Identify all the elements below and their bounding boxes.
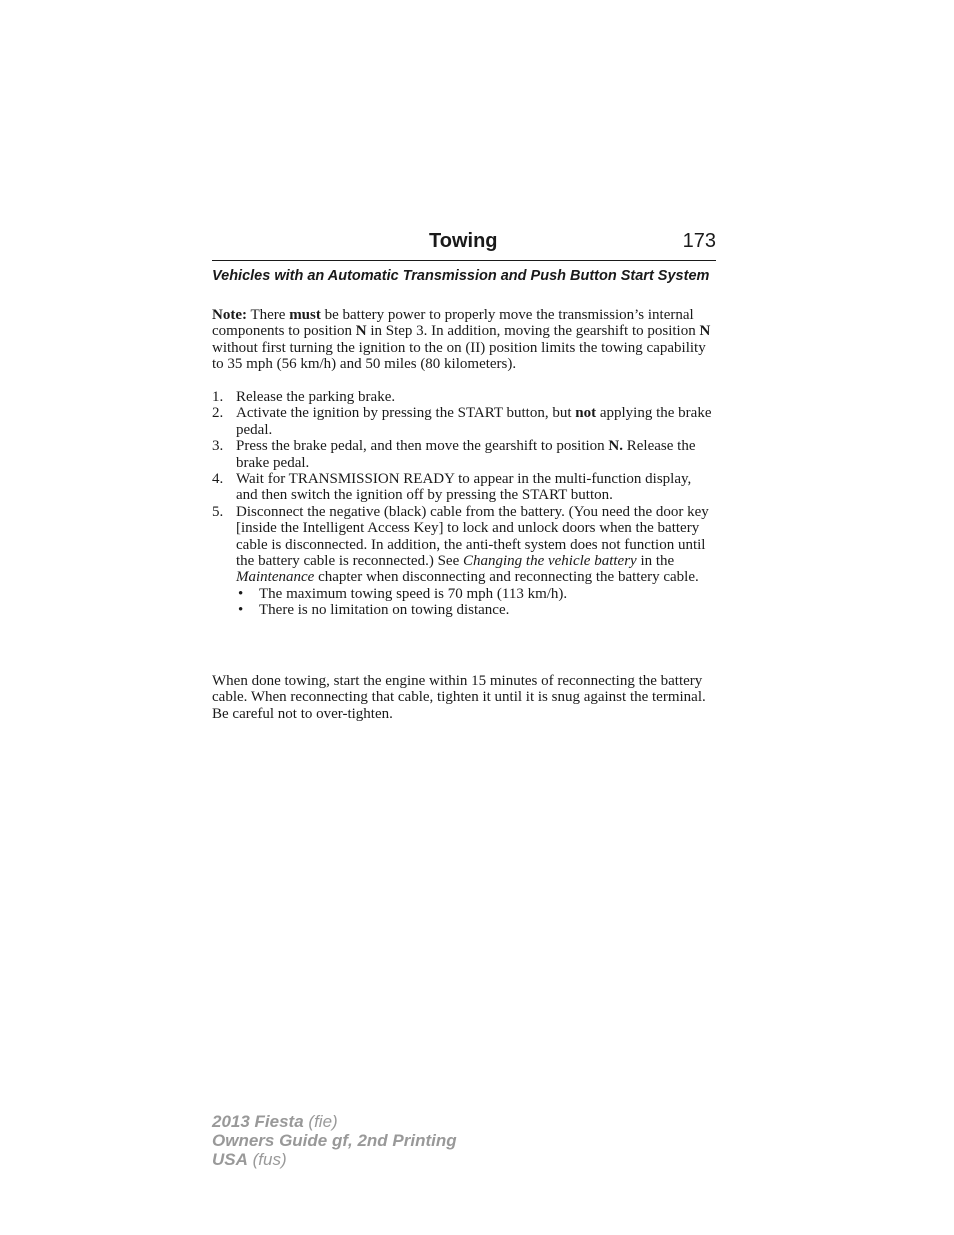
step-text: Wait for TRANSMISSION READY to appear in the multi-function display, and then switch the ignition off by pressing the START button. (236, 471, 692, 504)
note-emphasis: must (289, 307, 321, 323)
note-text: in Step 3. In addition, moving the gearshift to position (366, 323, 700, 340)
gear-position: N (355, 323, 367, 340)
bullet-list (236, 586, 716, 619)
steps-list (212, 389, 716, 619)
note-paragraph (212, 307, 716, 373)
note-label: Note: (212, 307, 247, 323)
step-item (212, 405, 716, 438)
page-header (212, 228, 716, 261)
chapter-title: Towing (429, 230, 498, 252)
step-text: Release the brake pedal. (236, 438, 696, 471)
step-emphasis: not (575, 405, 597, 422)
section-heading: Vehicles with an Automatic Transmission and Push Button Start System (212, 268, 710, 284)
bullet-icon: • (238, 585, 244, 602)
cross-reference: Changing the vehicle battery (462, 553, 637, 570)
step-number: 4. (212, 471, 224, 488)
note-text: be battery power to properly move the transmission’s internal components to position (212, 307, 694, 340)
bullet-text: The maximum towing speed is 70 mph (113 km/h). (259, 585, 568, 602)
bullet-item (236, 602, 716, 618)
step-item (212, 438, 716, 471)
bullet-item (236, 586, 716, 602)
step-number: 2. (212, 405, 224, 422)
step-number: 5. (212, 503, 224, 520)
step-number: 3. (212, 438, 224, 455)
bullet-icon: • (238, 602, 244, 619)
step-item (212, 389, 716, 405)
page-number: 173 (682, 230, 716, 252)
step-text: applying the brake pedal. (236, 405, 712, 438)
cross-reference: Maintenance (236, 569, 315, 586)
closing-paragraph: When done towing, start the engine within 15 minutes of reconnecting the battery cable. When reconnecting that cable, tighten it until it is snug against the terminal. Be careful not to over-tighten. (212, 673, 706, 722)
footer-line-market: USA (fus) (212, 1150, 287, 1169)
step-text: Release the parking brake. (236, 389, 396, 405)
step-text: in the (636, 553, 675, 570)
step-text: Disconnect the negative (black) cable from the battery. (You need the door key [inside the Intelligent Access Key] to lock and unlock doors when the battery cable is disconnected. In addition, the anti-theft system does not function until the battery cable is reconnected.) See (236, 503, 709, 570)
gear-position: N. (608, 438, 624, 455)
note-text: without first turning the ignition to the on (II) position limits the towing capability to 35 mph (56 km/h) and 50 miles (80 kilometers). (212, 339, 706, 373)
footer-line-guide: Owners Guide gf, 2nd Printing (212, 1131, 457, 1150)
step-text: Press the brake pedal, and then move the gearshift to position (236, 438, 609, 455)
step-item (212, 504, 716, 619)
page-footer (212, 1112, 457, 1169)
bullet-text: There is no limitation on towing distance. (259, 602, 510, 619)
step-number: 1. (212, 389, 224, 405)
step-text: chapter when disconnecting and reconnecting the battery cable. (314, 569, 699, 586)
step-item (212, 471, 716, 504)
gear-position: N (699, 323, 711, 340)
footer-line-model: 2013 Fiesta (fie) (212, 1112, 338, 1131)
note-text: There (246, 307, 290, 323)
step-text: Activate the ignition by pressing the START button, but (236, 405, 576, 422)
